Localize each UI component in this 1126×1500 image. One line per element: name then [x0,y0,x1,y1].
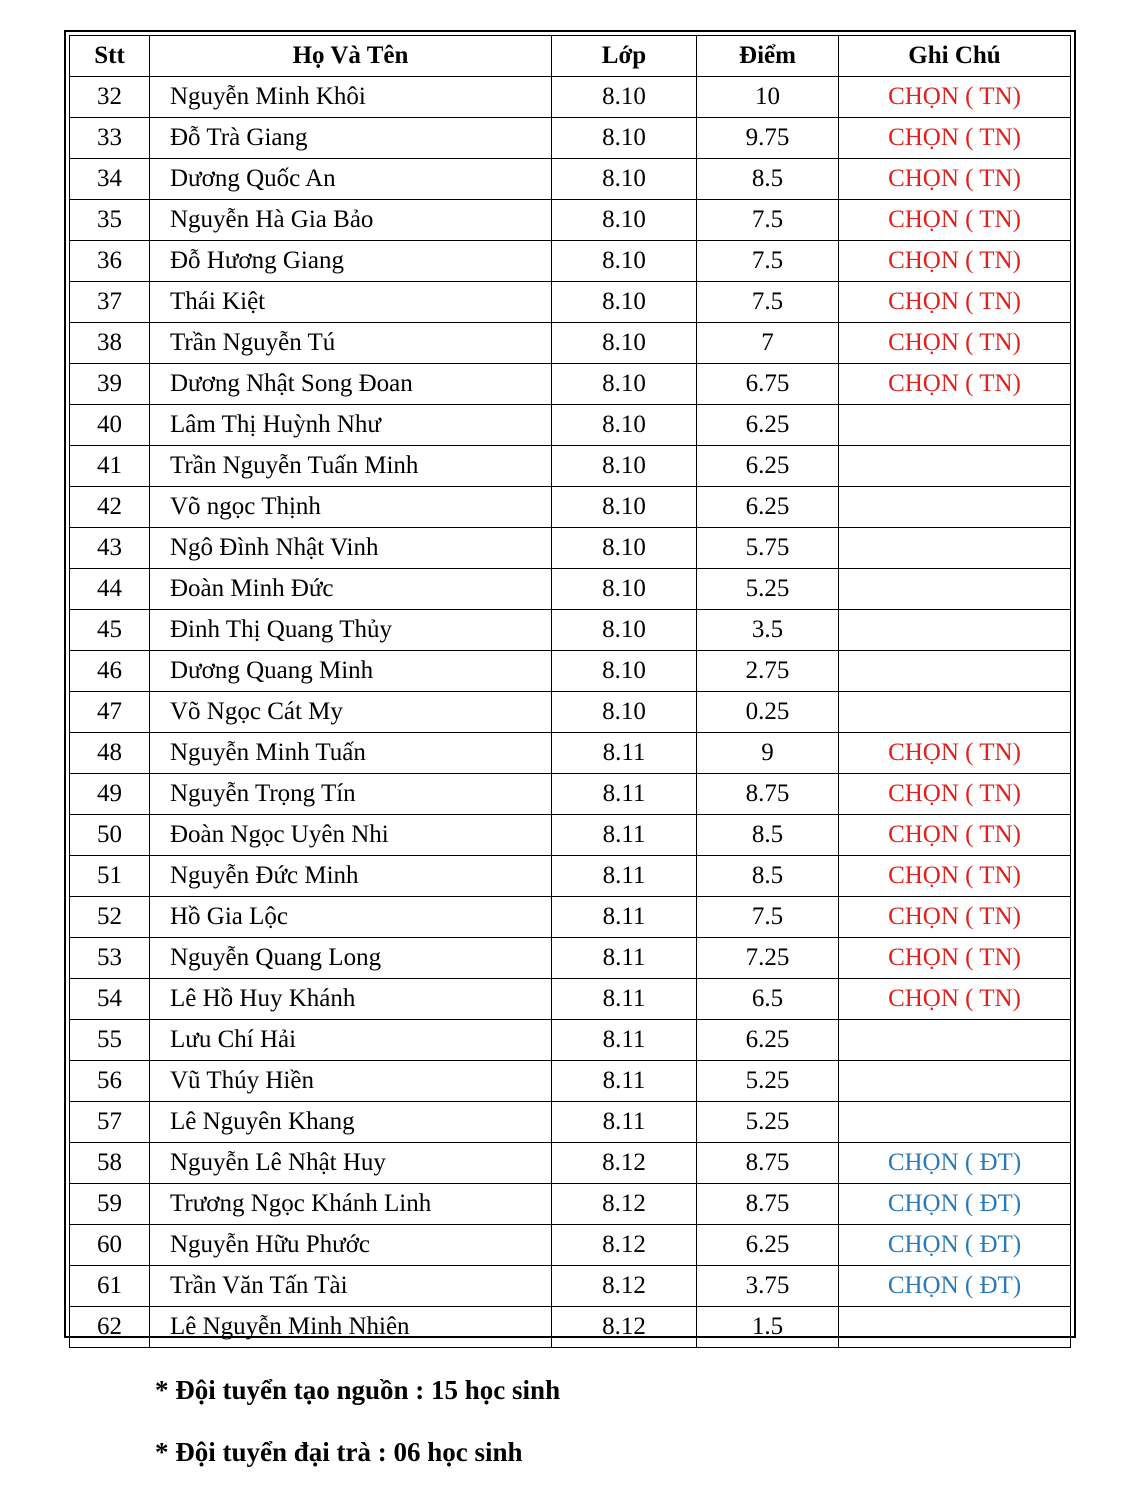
cell-name: Dương Quốc An [150,159,552,200]
cell-note: CHỌN ( TN) [839,774,1071,815]
cell-class: 8.11 [552,856,697,897]
cell-stt: 51 [70,856,150,897]
cell-name: Nguyễn Minh Tuấn [150,733,552,774]
cell-class: 8.10 [552,569,697,610]
cell-name: Trần Nguyễn Tú [150,323,552,364]
cell-note: CHỌN ( TN) [839,200,1071,241]
header-class: Lớp [552,36,697,77]
cell-class: 8.10 [552,200,697,241]
cell-score: 9 [697,733,839,774]
cell-note [839,1102,1071,1143]
cell-note [839,1020,1071,1061]
cell-score: 7.5 [697,282,839,323]
cell-stt: 40 [70,405,150,446]
cell-stt: 52 [70,897,150,938]
cell-name: Trần Nguyễn Tuấn Minh [150,446,552,487]
cell-score: 8.5 [697,856,839,897]
cell-stt: 32 [70,77,150,118]
cell-score: 5.25 [697,1061,839,1102]
table-row [70,1143,1071,1184]
cell-name: Lê Nguyễn Minh Nhiên [150,1307,552,1348]
footer-general-team-count: * Đội tuyển đại trà : 06 học sinh [155,1437,523,1467]
cell-class: 8.12 [552,1143,697,1184]
cell-name: Nguyễn Hà Gia Bảo [150,200,552,241]
table-row [70,1307,1071,1348]
cell-stt: 62 [70,1307,150,1348]
cell-note: CHỌN ( TN) [839,118,1071,159]
cell-class: 8.10 [552,159,697,200]
table-row [70,1020,1071,1061]
cell-stt: 33 [70,118,150,159]
cell-class: 8.10 [552,487,697,528]
student-list-table [69,35,1071,1348]
cell-score: 3.5 [697,610,839,651]
cell-name: Đỗ Trà Giang [150,118,552,159]
cell-class: 8.10 [552,446,697,487]
footer-source-team-count: * Đội tuyển tạo nguồn : 15 học sinh [155,1375,561,1405]
table-body [70,77,1071,1348]
cell-stt: 43 [70,528,150,569]
table-row [70,897,1071,938]
cell-score: 6.25 [697,405,839,446]
cell-name: Võ ngọc Thịnh [150,487,552,528]
cell-note [839,569,1071,610]
cell-class: 8.11 [552,897,697,938]
cell-class: 8.11 [552,733,697,774]
cell-stt: 36 [70,241,150,282]
cell-note: CHỌN ( TN) [839,241,1071,282]
cell-name: Dương Nhật Song Đoan [150,364,552,405]
cell-stt: 55 [70,1020,150,1061]
cell-stt: 56 [70,1061,150,1102]
cell-score: 6.5 [697,979,839,1020]
cell-name: Lưu Chí Hải [150,1020,552,1061]
table-row [70,1061,1071,1102]
cell-score: 8.5 [697,815,839,856]
cell-score: 6.75 [697,364,839,405]
table-row [70,528,1071,569]
cell-class: 8.10 [552,610,697,651]
cell-name: Đinh Thị Quang Thủy [150,610,552,651]
cell-name: Dương Quang Minh [150,651,552,692]
cell-score: 7.5 [697,200,839,241]
cell-stt: 61 [70,1266,150,1307]
cell-class: 8.11 [552,774,697,815]
table-row [70,651,1071,692]
cell-stt: 35 [70,200,150,241]
cell-class: 8.11 [552,815,697,856]
cell-class: 8.11 [552,1102,697,1143]
cell-name: Nguyễn Quang Long [150,938,552,979]
cell-name: Ngô Đình Nhật Vinh [150,528,552,569]
table-row [70,77,1071,118]
cell-note: CHỌN ( TN) [839,323,1071,364]
cell-note: CHỌN ( TN) [839,856,1071,897]
cell-name: Lâm Thị Huỳnh Như [150,405,552,446]
student-list-table-frame [64,30,1076,1338]
header-score: Điểm [697,36,839,77]
cell-class: 8.12 [552,1184,697,1225]
cell-score: 1.5 [697,1307,839,1348]
cell-stt: 57 [70,1102,150,1143]
cell-stt: 58 [70,1143,150,1184]
cell-class: 8.10 [552,241,697,282]
cell-class: 8.11 [552,1020,697,1061]
cell-score: 7.25 [697,938,839,979]
cell-score: 10 [697,77,839,118]
cell-class: 8.10 [552,405,697,446]
cell-note [839,610,1071,651]
cell-name: Nguyễn Minh Khôi [150,77,552,118]
cell-score: 7 [697,323,839,364]
table-row [70,446,1071,487]
table-row [70,733,1071,774]
table-row [70,692,1071,733]
cell-name: Trần Văn Tấn Tài [150,1266,552,1307]
cell-note [839,1307,1071,1348]
cell-score: 6.25 [697,1225,839,1266]
cell-score: 7.5 [697,897,839,938]
cell-stt: 47 [70,692,150,733]
cell-class: 8.10 [552,692,697,733]
cell-score: 0.25 [697,692,839,733]
table-row [70,118,1071,159]
cell-note: CHỌN ( TN) [839,938,1071,979]
cell-note: CHỌN ( TN) [839,979,1071,1020]
cell-stt: 48 [70,733,150,774]
cell-note [839,528,1071,569]
cell-class: 8.11 [552,979,697,1020]
cell-name: Nguyễn Trọng Tín [150,774,552,815]
cell-score: 8.75 [697,774,839,815]
cell-name: Thái Kiệt [150,282,552,323]
cell-class: 8.10 [552,77,697,118]
cell-class: 8.12 [552,1225,697,1266]
cell-score: 8.75 [697,1143,839,1184]
cell-note [839,651,1071,692]
header-name: Họ Và Tên [150,36,552,77]
cell-stt: 45 [70,610,150,651]
table-row [70,487,1071,528]
table-row [70,282,1071,323]
cell-note: CHỌN ( TN) [839,159,1071,200]
table-row [70,200,1071,241]
cell-score: 6.25 [697,1020,839,1061]
cell-score: 6.25 [697,487,839,528]
table-row [70,1266,1071,1307]
table-row [70,610,1071,651]
cell-name: Nguyễn Hữu Phước [150,1225,552,1266]
cell-class: 8.10 [552,118,697,159]
table-row [70,856,1071,897]
cell-name: Nguyễn Đức Minh [150,856,552,897]
cell-name: Nguyễn Lê Nhật Huy [150,1143,552,1184]
cell-note [839,692,1071,733]
cell-class: 8.10 [552,282,697,323]
table-row [70,364,1071,405]
cell-note [839,1061,1071,1102]
cell-name: Đoàn Minh Đức [150,569,552,610]
cell-stt: 44 [70,569,150,610]
cell-stt: 49 [70,774,150,815]
cell-class: 8.10 [552,364,697,405]
header-stt: Stt [70,36,150,77]
cell-stt: 59 [70,1184,150,1225]
cell-note: CHỌN ( ĐT) [839,1225,1071,1266]
cell-score: 5.75 [697,528,839,569]
cell-note: CHỌN ( ĐT) [839,1143,1071,1184]
table-row [70,323,1071,364]
table-row [70,159,1071,200]
cell-note [839,405,1071,446]
cell-stt: 37 [70,282,150,323]
cell-note: CHỌN ( ĐT) [839,1184,1071,1225]
cell-score: 9.75 [697,118,839,159]
cell-stt: 46 [70,651,150,692]
cell-name: Trương Ngọc Khánh Linh [150,1184,552,1225]
cell-name: Đoàn Ngọc Uyên Nhi [150,815,552,856]
cell-score: 5.25 [697,1102,839,1143]
table-row [70,938,1071,979]
table-row [70,774,1071,815]
header-note: Ghi Chú [839,36,1071,77]
table-row [70,1225,1071,1266]
cell-class: 8.12 [552,1307,697,1348]
cell-note [839,446,1071,487]
table-row [70,1102,1071,1143]
cell-name: Đỗ Hương Giang [150,241,552,282]
cell-note [839,487,1071,528]
cell-score: 8.5 [697,159,839,200]
cell-stt: 39 [70,364,150,405]
table-header-row [70,36,1071,77]
table-row [70,815,1071,856]
cell-stt: 42 [70,487,150,528]
cell-note: CHỌN ( TN) [839,77,1071,118]
cell-score: 8.75 [697,1184,839,1225]
cell-name: Lê Nguyên Khang [150,1102,552,1143]
table-row [70,1184,1071,1225]
cell-stt: 60 [70,1225,150,1266]
cell-stt: 34 [70,159,150,200]
cell-note: CHỌN ( ĐT) [839,1266,1071,1307]
cell-stt: 38 [70,323,150,364]
cell-score: 7.5 [697,241,839,282]
cell-score: 3.75 [697,1266,839,1307]
table-row [70,241,1071,282]
cell-score: 2.75 [697,651,839,692]
cell-note: CHỌN ( TN) [839,897,1071,938]
cell-note: CHỌN ( TN) [839,815,1071,856]
cell-name: Lê Hồ Huy Khánh [150,979,552,1020]
cell-class: 8.10 [552,651,697,692]
cell-class: 8.10 [552,323,697,364]
cell-note: CHỌN ( TN) [839,282,1071,323]
cell-stt: 54 [70,979,150,1020]
table-row [70,979,1071,1020]
cell-stt: 41 [70,446,150,487]
cell-class: 8.11 [552,938,697,979]
table-row [70,569,1071,610]
cell-name: Vũ Thúy Hiền [150,1061,552,1102]
cell-class: 8.11 [552,1061,697,1102]
cell-stt: 50 [70,815,150,856]
cell-class: 8.10 [552,528,697,569]
cell-score: 6.25 [697,446,839,487]
cell-name: Võ Ngọc Cát My [150,692,552,733]
cell-note: CHỌN ( TN) [839,364,1071,405]
cell-note: CHỌN ( TN) [839,733,1071,774]
cell-name: Hồ Gia Lộc [150,897,552,938]
cell-score: 5.25 [697,569,839,610]
cell-class: 8.12 [552,1266,697,1307]
table-row [70,405,1071,446]
cell-stt: 53 [70,938,150,979]
